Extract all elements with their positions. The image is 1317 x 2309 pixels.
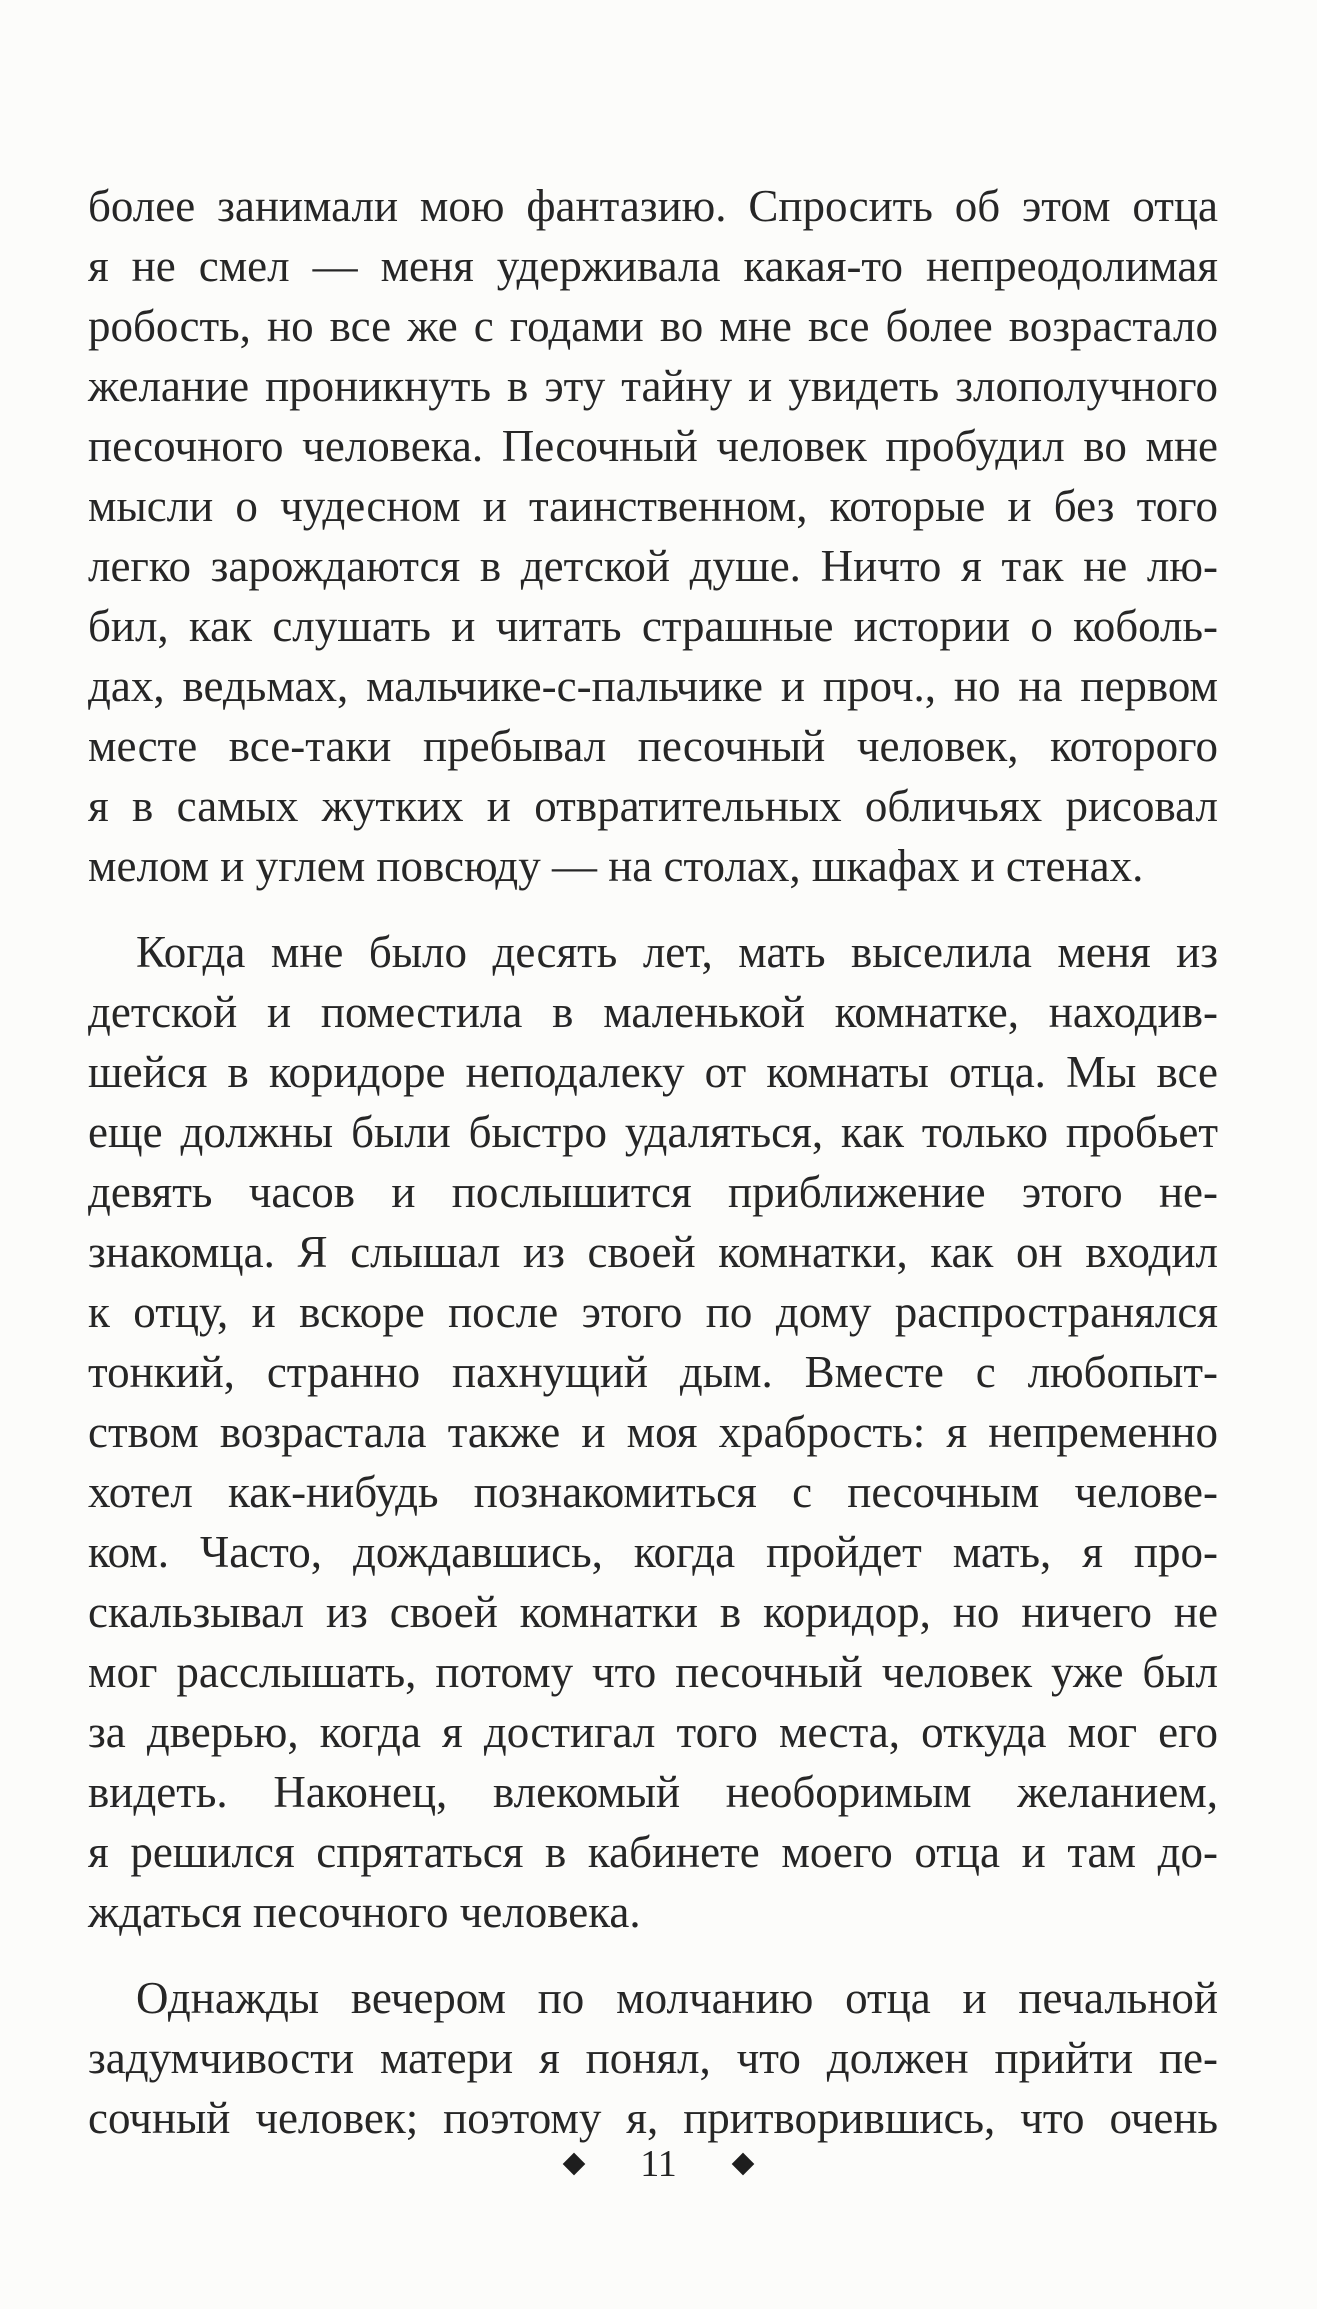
paragraph	[88, 922, 1218, 1942]
text-line: ком. Часто, дождавшись, когда пройдет мать, я про-	[88, 1527, 1218, 1577]
page-body	[88, 176, 1218, 2148]
text-line: сочный человек; поэтому я, притворившись, что очень	[88, 2093, 1218, 2143]
text-line: я не смел — меня удерживала какая-то непреодолимая	[88, 241, 1218, 291]
text-line: песочного человека. Песочный человек пробудил во мне	[88, 421, 1218, 471]
text-line: ством возрастала также и моя храбрость: я непременно	[88, 1407, 1218, 1457]
paragraph-gap	[88, 896, 1218, 922]
text-line: к отцу, и вскоре после этого по дому распространялся	[88, 1287, 1218, 1337]
text-line: дах, ведьмах, мальчике-с-пальчике и проч., но на первом	[88, 661, 1218, 711]
text-line: хотел как-нибудь познакомиться с песочным челове-	[88, 1467, 1218, 1517]
text-line: Когда мне было десять лет, мать выселила меня из	[136, 927, 1218, 977]
paragraph	[88, 1968, 1218, 2148]
text-line: я в самых жутких и отвратительных обличьях рисовал	[88, 781, 1218, 831]
text-line: бил, как слушать и читать страшные истории о коболь-	[88, 601, 1218, 651]
text-line: более занимали мою фантазию. Спросить об этом отца	[88, 181, 1218, 231]
text-line: за дверью, когда я достигал того места, откуда мог его	[88, 1707, 1218, 1757]
paragraph	[88, 176, 1218, 896]
page-number: 11	[640, 2143, 677, 2185]
text-line: я решился спрятаться в кабинете моего отца и там до-	[88, 1827, 1218, 1877]
text-line: месте все-таки пребывал песочный человек, которого	[88, 721, 1218, 771]
text-line: скальзывал из своей комнатки в коридор, но ничего не	[88, 1587, 1218, 1637]
text-line: робость, но все же с годами во мне все более возрастало	[88, 301, 1218, 351]
text-line: еще должны были быстро удаляться, как только пробьет	[88, 1107, 1218, 1157]
text-line: шейся в коридоре неподалеку от комнаты отца. Мы все	[88, 1047, 1218, 1097]
diamond-icon	[563, 2153, 586, 2176]
text-line: Однажды вечером по молчанию отца и печальной	[136, 1973, 1218, 2023]
text-line: желание проникнуть в эту тайну и увидеть злополучного	[88, 361, 1218, 411]
text-line: задумчивости матери я понял, что должен прийти пе-	[88, 2033, 1218, 2083]
text-line: девять часов и послышится приближение этого не-	[88, 1167, 1218, 1217]
text-line: легко зарождаются в детской душе. Ничто я так не лю-	[88, 541, 1218, 591]
text-line: видеть. Наконец, влекомый необоримым желанием,	[88, 1767, 1218, 1817]
text-line: тонкий, странно пахнущий дым. Вместе с любопыт-	[88, 1347, 1218, 1397]
text-line: мелом и углем повсюду — на столах, шкафах и стенах.	[88, 841, 1144, 891]
text-line: мысли о чудесном и таинственном, которые и без того	[88, 481, 1218, 531]
paragraph-gap	[88, 1942, 1218, 1968]
diamond-icon	[731, 2153, 754, 2176]
text-line: знакомца. Я слышал из своей комнатки, как он входил	[88, 1227, 1218, 1277]
text-line: мог расслышать, потому что песочный человек уже был	[88, 1647, 1218, 1697]
text-line: детской и поместила в маленькой комнатке, находив-	[88, 987, 1218, 1037]
text-line: ждаться песочного человека.	[88, 1887, 641, 1937]
page-footer	[0, 2142, 1317, 2186]
